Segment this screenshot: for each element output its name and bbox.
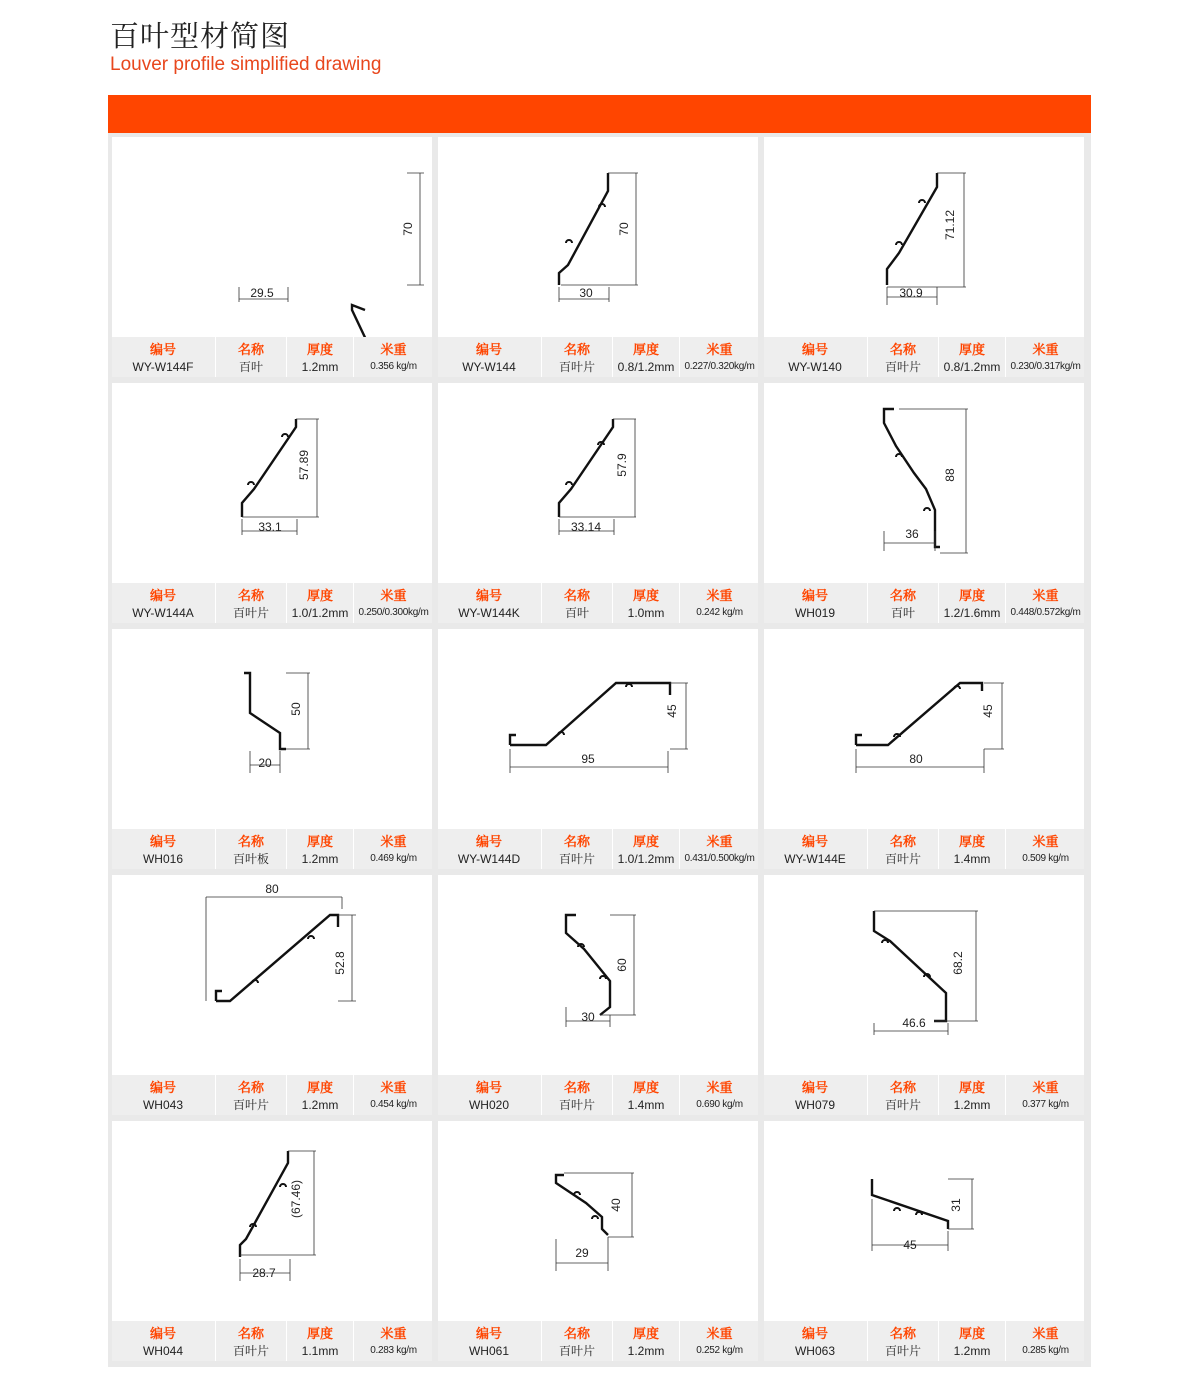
- spec-value: 百叶板: [232, 852, 269, 866]
- spec-header: 米重: [380, 1080, 407, 1095]
- dimension-label: 71.12: [943, 209, 957, 241]
- spec-value: 0.356 kg/m: [370, 361, 417, 372]
- profile-hook: [896, 454, 902, 457]
- dimension-label: 52.8: [333, 951, 347, 975]
- profile-outline: [244, 673, 286, 749]
- spec-header: 名称: [563, 834, 590, 849]
- profile-card: [438, 1121, 758, 1361]
- spec-header: 编号: [149, 342, 176, 357]
- dimension-label: 29.5: [250, 286, 274, 300]
- spec-header: 厚度: [958, 834, 985, 849]
- dimension-label: 20: [258, 756, 272, 770]
- spec-value: 0.509 kg/m: [1022, 853, 1069, 864]
- name-cell: [541, 337, 612, 377]
- profile-card: [112, 1121, 432, 1361]
- dimension-label: 68.2: [951, 951, 965, 975]
- dimension-label: 36: [905, 527, 919, 541]
- profile-card: [764, 137, 1084, 377]
- spec-header: 米重: [380, 342, 407, 357]
- dimension-label: 45: [665, 704, 679, 718]
- profile-card: [112, 383, 432, 623]
- spec-header: 名称: [237, 588, 264, 603]
- profile-card: [112, 629, 432, 869]
- spec-value: 百叶: [564, 606, 589, 620]
- dimension-label: 28.7: [252, 1266, 276, 1280]
- dimension-line: [240, 1151, 316, 1255]
- code-cell: [438, 1075, 540, 1115]
- spec-header: 编号: [801, 342, 828, 357]
- code-cell: [112, 1321, 214, 1361]
- profile-drawing: [764, 875, 1084, 1075]
- spec-header: 编号: [149, 1080, 176, 1095]
- dimension-label: 30: [581, 1010, 595, 1024]
- dimension-label: 45: [981, 704, 995, 718]
- profile-outline: [874, 911, 946, 1021]
- spec-header: 米重: [1032, 588, 1059, 603]
- dimension-label: 40: [609, 1198, 623, 1212]
- spec-header: 编号: [801, 588, 828, 603]
- thickness-cell: [612, 829, 679, 869]
- spec-value: 1.2mm: [301, 852, 339, 866]
- code-cell: [764, 1075, 866, 1115]
- thickness-cell: [938, 583, 1005, 623]
- spec-header: 米重: [706, 1326, 733, 1341]
- profile-drawing: [438, 629, 758, 829]
- spec-value: 0.8/1.2mm: [943, 360, 1001, 374]
- name-cell: [541, 1075, 612, 1115]
- spec-header: 名称: [889, 834, 916, 849]
- spec-value: WY-W144F: [132, 360, 194, 374]
- profile-hook: [896, 242, 902, 245]
- dimension-label: 45: [903, 1238, 917, 1252]
- weight-cell: [1005, 583, 1085, 623]
- spec-value: 1.0/1.2mm: [291, 606, 349, 620]
- spec-header: 名称: [889, 1080, 916, 1095]
- spec-header: 厚度: [632, 342, 659, 357]
- name-cell: [215, 1321, 286, 1361]
- code-cell: [764, 583, 866, 623]
- spec-header: 名称: [563, 588, 590, 603]
- spec-value: WY-W144K: [458, 606, 520, 620]
- spec-value: 百叶: [238, 360, 263, 374]
- spec-value: 0.250/0.300kg/m: [358, 607, 429, 618]
- spec-value: WH043: [142, 1098, 183, 1112]
- spec-header: 厚度: [306, 588, 333, 603]
- spec-value: WH019: [794, 606, 835, 620]
- profile-outline: [887, 173, 937, 285]
- spec-header: 厚度: [632, 588, 659, 603]
- spec-value: 1.2mm: [301, 1098, 339, 1112]
- dimension-label: 29: [575, 1246, 589, 1260]
- profile-hook: [626, 684, 632, 687]
- spec-value: WH044: [142, 1344, 183, 1358]
- spec-header: 名称: [889, 1326, 916, 1341]
- spec-value: WH061: [468, 1344, 509, 1358]
- profile-hook: [954, 686, 960, 689]
- weight-cell: [679, 337, 759, 377]
- spec-header: 米重: [706, 1080, 733, 1095]
- profile-drawing: [112, 875, 432, 1075]
- spec-value: 百叶: [890, 606, 915, 620]
- spec-value: 1.2mm: [627, 1344, 665, 1358]
- spec-value: 1.2mm: [953, 1344, 991, 1358]
- spec-value: 1.2mm: [953, 1098, 991, 1112]
- thickness-cell: [938, 1075, 1005, 1115]
- spec-table: [112, 829, 432, 869]
- profile-outline: [216, 915, 338, 1001]
- spec-value: 1.0/1.2mm: [617, 852, 675, 866]
- profile-drawing: [112, 137, 432, 337]
- profile-hook: [558, 732, 564, 735]
- spec-header: 米重: [1032, 1326, 1059, 1341]
- spec-value: 0.230/0.317kg/m: [1010, 361, 1081, 372]
- name-cell: [215, 829, 286, 869]
- code-cell: [438, 1321, 540, 1361]
- spec-value: 百叶片: [884, 1344, 921, 1358]
- spec-header: 厚度: [958, 1326, 985, 1341]
- weight-cell: [353, 337, 433, 377]
- spec-value: 0.8/1.2mm: [617, 360, 675, 374]
- spec-value: 0.252 kg/m: [696, 1345, 743, 1356]
- dimension-label: 46.6: [902, 1016, 926, 1030]
- profile-card: [438, 875, 758, 1115]
- profile-drawing: [438, 383, 758, 583]
- spec-table: [112, 1321, 432, 1361]
- spec-value: 1.4mm: [627, 1098, 665, 1112]
- spec-value: 百叶片: [558, 852, 595, 866]
- profile-card: [112, 137, 432, 377]
- code-cell: [112, 583, 214, 623]
- spec-value: WY-W144: [462, 360, 516, 374]
- spec-value: 百叶片: [232, 1344, 269, 1358]
- thickness-cell: [286, 1075, 353, 1115]
- spec-value: 百叶片: [558, 1098, 595, 1112]
- spec-header: 编号: [475, 1326, 502, 1341]
- profile-hook: [894, 1208, 900, 1211]
- spec-header: 名称: [237, 1326, 264, 1341]
- spec-header: 名称: [563, 1326, 590, 1341]
- profile-hook: [280, 1184, 286, 1187]
- profile-drawing: [438, 875, 758, 1075]
- spec-value: 0.377 kg/m: [1022, 1099, 1069, 1110]
- spec-value: 百叶片: [884, 360, 921, 374]
- dimension-label: 57.9: [615, 453, 629, 477]
- profile-card: [438, 137, 758, 377]
- dimension-label: 57.89: [297, 449, 311, 481]
- spec-header: 名称: [237, 1080, 264, 1095]
- profile-outline: [559, 419, 613, 517]
- spec-header: 米重: [706, 342, 733, 357]
- thickness-cell: [938, 1321, 1005, 1361]
- spec-header: 厚度: [958, 342, 985, 357]
- profile-card: [764, 383, 1084, 623]
- thickness-cell: [938, 337, 1005, 377]
- spec-header: 编号: [475, 342, 502, 357]
- weight-cell: [1005, 1321, 1085, 1361]
- code-cell: [112, 1075, 214, 1115]
- profile-drawing: [438, 137, 758, 337]
- spec-value: WH016: [142, 852, 183, 866]
- name-cell: [541, 829, 612, 869]
- name-cell: [541, 583, 612, 623]
- profile-outline: [556, 1175, 608, 1235]
- profile-hook: [916, 1212, 922, 1215]
- spec-header: 名称: [563, 342, 590, 357]
- thickness-cell: [286, 829, 353, 869]
- spec-header: 名称: [889, 342, 916, 357]
- profile-hook: [252, 980, 258, 983]
- profile-card: [112, 875, 432, 1115]
- profile-drawing: [112, 383, 432, 583]
- thickness-cell: [612, 1321, 679, 1361]
- weight-cell: [1005, 1075, 1085, 1115]
- spec-header: 名称: [237, 342, 264, 357]
- spec-header: 编号: [149, 834, 176, 849]
- thickness-cell: [612, 583, 679, 623]
- spec-value: 0.690 kg/m: [696, 1099, 743, 1110]
- dimension-label: (67.46): [289, 1179, 303, 1219]
- spec-header: 厚度: [306, 834, 333, 849]
- spec-header: 米重: [1032, 834, 1059, 849]
- weight-cell: [679, 1075, 759, 1115]
- spec-value: 1.2mm: [301, 360, 339, 374]
- spec-header: 米重: [706, 588, 733, 603]
- page-subtitle: Louver profile simplified drawing: [110, 54, 382, 75]
- spec-value: 0.283 kg/m: [370, 1345, 417, 1356]
- code-cell: [112, 829, 214, 869]
- spec-value: WY-W144D: [457, 852, 521, 866]
- name-cell: [541, 1321, 612, 1361]
- code-cell: [112, 337, 214, 377]
- spec-header: 厚度: [958, 1080, 985, 1095]
- spec-header: 编号: [801, 834, 828, 849]
- spec-header: 厚度: [306, 342, 333, 357]
- profile-drawing: [438, 1121, 758, 1321]
- dimension-label: 30: [579, 286, 593, 300]
- spec-value: 百叶片: [884, 852, 921, 866]
- spec-header: 厚度: [632, 1080, 659, 1095]
- weight-cell: [679, 1321, 759, 1361]
- profile-outline: [566, 915, 610, 1015]
- profile-drawing: [764, 1121, 1084, 1321]
- code-cell: [438, 583, 540, 623]
- name-cell: [867, 337, 938, 377]
- profile-hook: [600, 976, 606, 979]
- spec-value: 0.448/0.572kg/m: [1010, 607, 1081, 618]
- spec-header: 编号: [801, 1326, 828, 1341]
- spec-header: 名称: [563, 1080, 590, 1095]
- profile-hook: [566, 482, 572, 485]
- dimension-label: 70: [617, 222, 631, 236]
- header-band: [108, 95, 1091, 133]
- profile-card: [438, 629, 758, 869]
- spec-table: [764, 1321, 1084, 1361]
- spec-value: 百叶片: [558, 360, 595, 374]
- weight-cell: [679, 829, 759, 869]
- profile-drawing: [112, 629, 432, 829]
- spec-table: [764, 1075, 1084, 1115]
- spec-header: 米重: [1032, 1080, 1059, 1095]
- spec-value: 百叶片: [884, 1098, 921, 1112]
- dimension-label: 33.1: [258, 520, 282, 534]
- spec-value: 百叶片: [232, 606, 269, 620]
- spec-table: [438, 583, 758, 623]
- spec-header: 米重: [1032, 342, 1059, 357]
- thickness-cell: [612, 1075, 679, 1115]
- thickness-cell: [286, 583, 353, 623]
- code-cell: [438, 829, 540, 869]
- dimension-line: [564, 1173, 634, 1237]
- name-cell: [215, 1075, 286, 1115]
- profile-outline: [352, 305, 397, 337]
- profile-hook: [924, 508, 930, 511]
- dimension-label: 80: [909, 752, 923, 766]
- spec-table: [112, 1075, 432, 1115]
- name-cell: [867, 1075, 938, 1115]
- spec-value: WY-W144A: [132, 606, 194, 620]
- profile-hook: [282, 434, 288, 437]
- spec-header: 米重: [380, 588, 407, 603]
- spec-value: 0.227/0.320kg/m: [684, 361, 755, 372]
- profile-outline: [242, 419, 296, 517]
- thickness-cell: [612, 337, 679, 377]
- spec-value: 1.2/1.6mm: [943, 606, 1001, 620]
- profile-hook: [566, 240, 572, 243]
- name-cell: [215, 583, 286, 623]
- spec-value: 百叶片: [558, 1344, 595, 1358]
- spec-table: [438, 1321, 758, 1361]
- spec-header: 编号: [475, 588, 502, 603]
- spec-table: [438, 337, 758, 377]
- spec-table: [438, 1075, 758, 1115]
- profile-card: [764, 1121, 1084, 1361]
- profile-hook: [592, 1216, 598, 1219]
- spec-value: WH063: [794, 1344, 835, 1358]
- weight-cell: [353, 829, 433, 869]
- spec-header: 米重: [380, 1326, 407, 1341]
- profile-outline: [872, 1179, 948, 1229]
- profile-hook: [248, 482, 254, 485]
- spec-value: WY-W140: [788, 360, 842, 374]
- code-cell: [764, 1321, 866, 1361]
- profile-hook: [308, 936, 314, 939]
- dimension-label: 95: [581, 752, 595, 766]
- thickness-cell: [286, 337, 353, 377]
- spec-header: 编号: [149, 1326, 176, 1341]
- profile-drawing: [764, 137, 1084, 337]
- spec-table: [112, 583, 432, 623]
- spec-value: WH079: [794, 1098, 835, 1112]
- dimension-label: 80: [265, 882, 279, 896]
- thickness-cell: [938, 829, 1005, 869]
- name-cell: [215, 337, 286, 377]
- spec-header: 编号: [801, 1080, 828, 1095]
- spec-value: 0.285 kg/m: [1022, 1345, 1069, 1356]
- profile-outline: [856, 683, 982, 745]
- spec-table: [112, 337, 432, 377]
- dimension-label: 88: [943, 468, 957, 482]
- profile-outline: [240, 1151, 288, 1257]
- profile-hook: [882, 940, 888, 943]
- spec-value: 0.431/0.500kg/m: [684, 853, 755, 864]
- code-cell: [764, 337, 866, 377]
- thickness-cell: [286, 1321, 353, 1361]
- spec-header: 厚度: [632, 834, 659, 849]
- profile-drawing: [764, 629, 1084, 829]
- weight-cell: [353, 583, 433, 623]
- weight-cell: [353, 1075, 433, 1115]
- dimension-label: 70: [401, 222, 415, 236]
- profile-hook: [574, 1192, 580, 1195]
- spec-value: 1.0mm: [627, 606, 665, 620]
- spec-header: 米重: [706, 834, 733, 849]
- spec-value: WH020: [468, 1098, 509, 1112]
- profile-outline: [510, 683, 670, 745]
- spec-value: 0.242 kg/m: [696, 607, 743, 618]
- profile-card: [764, 629, 1084, 869]
- profile-drawing: [112, 1121, 432, 1321]
- dimension-line: [206, 897, 342, 1001]
- weight-cell: [1005, 337, 1085, 377]
- weight-cell: [353, 1321, 433, 1361]
- spec-header: 名称: [889, 588, 916, 603]
- name-cell: [867, 829, 938, 869]
- spec-header: 厚度: [306, 1326, 333, 1341]
- profile-card: [438, 383, 758, 623]
- profile-drawing: [764, 383, 1084, 583]
- spec-table: [764, 829, 1084, 869]
- code-cell: [764, 829, 866, 869]
- spec-header: 编号: [149, 588, 176, 603]
- profile-hook: [919, 200, 925, 203]
- dimension-label: 50: [289, 702, 303, 716]
- spec-header: 编号: [475, 1080, 502, 1095]
- dimension-label: 60: [615, 958, 629, 972]
- spec-value: 0.469 kg/m: [370, 853, 417, 864]
- weight-cell: [1005, 829, 1085, 869]
- spec-header: 厚度: [306, 1080, 333, 1095]
- spec-header: 米重: [380, 834, 407, 849]
- spec-value: 0.454 kg/m: [370, 1099, 417, 1110]
- spec-value: WY-W144E: [784, 852, 846, 866]
- spec-header: 厚度: [632, 1326, 659, 1341]
- spec-table: [764, 337, 1084, 377]
- spec-table: [438, 829, 758, 869]
- dimension-label: 31: [949, 1198, 963, 1212]
- spec-value: 百叶片: [232, 1098, 269, 1112]
- page-title: 百叶型材简图: [110, 19, 291, 53]
- profile-grid: [108, 133, 1091, 1367]
- spec-table: [764, 583, 1084, 623]
- profile-card: [764, 875, 1084, 1115]
- spec-header: 编号: [475, 834, 502, 849]
- dimension-label: 33.14: [570, 520, 602, 534]
- profile-hook: [599, 204, 605, 207]
- name-cell: [867, 583, 938, 623]
- spec-header: 厚度: [958, 588, 985, 603]
- spec-value: 1.4mm: [953, 852, 991, 866]
- code-cell: [438, 337, 540, 377]
- spec-header: 名称: [237, 834, 264, 849]
- dimension-label: 30.9: [899, 286, 923, 300]
- spec-value: 1.1mm: [301, 1344, 339, 1358]
- name-cell: [867, 1321, 938, 1361]
- weight-cell: [679, 583, 759, 623]
- profile-outline: [559, 173, 608, 285]
